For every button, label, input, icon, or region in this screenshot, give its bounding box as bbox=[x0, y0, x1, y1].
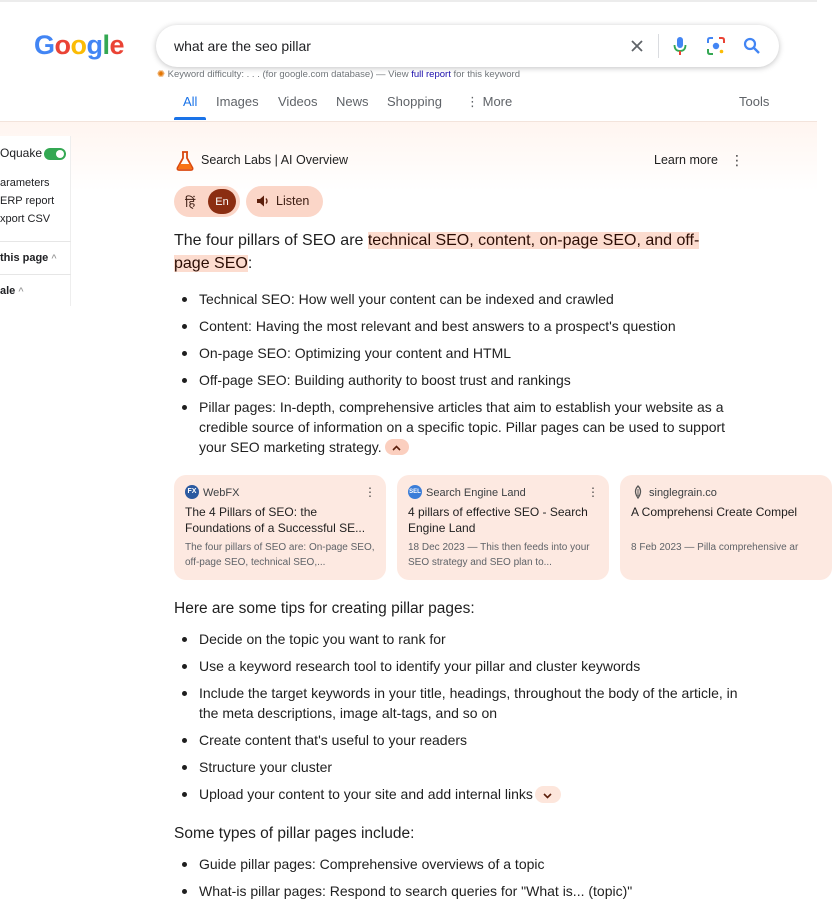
types-heading: Some types of pillar pages include: bbox=[174, 825, 415, 842]
search-input[interactable] bbox=[174, 35, 614, 57]
tab-more[interactable] bbox=[466, 94, 512, 110]
tab-shopping[interactable]: Shopping bbox=[387, 94, 442, 109]
seoquake-label: Oquake bbox=[0, 146, 43, 160]
card-title: A Comprehensi Create Compel bbox=[631, 505, 798, 519]
parameters-link[interactable]: arameters bbox=[0, 177, 50, 189]
types-list bbox=[174, 854, 744, 901]
active-tab-indicator bbox=[174, 117, 206, 120]
source-card-sel[interactable] bbox=[397, 475, 609, 580]
list-item: On-page SEO: Optimizing your content and HTML bbox=[174, 343, 744, 363]
list-item: What-is pillar pages: Respond to search queries for "What is... (topic)" bbox=[174, 881, 744, 901]
card-description: 18 Dec 2023 — This then feeds into your SEO strategy and SEO plan to... bbox=[408, 542, 590, 568]
list-item: Create content that's useful to your readers bbox=[174, 730, 744, 750]
scale-section[interactable] bbox=[0, 285, 24, 297]
google-logo[interactable] bbox=[34, 30, 124, 61]
card-source-name: singlegrain.co bbox=[649, 486, 717, 499]
logo-letter-o1: o bbox=[54, 30, 71, 60]
listen-label: Listen bbox=[276, 194, 310, 208]
list-item bbox=[174, 784, 744, 804]
card-source-name: WebFX bbox=[203, 486, 240, 499]
card-description: 8 Feb 2023 — Pilla comprehensive ar bbox=[631, 542, 799, 553]
search-icon[interactable] bbox=[740, 34, 764, 58]
logo-letter-e: e bbox=[109, 30, 125, 60]
tab-news[interactable]: News bbox=[336, 94, 369, 109]
more-dots-icon: ⋮ bbox=[466, 94, 483, 109]
list-item: Off-page SEO: Building authority to boost trust and rankings bbox=[174, 370, 744, 390]
search-box[interactable] bbox=[156, 25, 779, 67]
list-item: Include the target keywords in your title, headings, throughout the body of the article, in the meta descriptions, image alt-tags, and so on bbox=[174, 683, 744, 723]
list-item: Decide on the topic you want to rank for bbox=[174, 629, 744, 649]
pillars-list bbox=[174, 289, 744, 457]
lang-english-option[interactable]: En bbox=[208, 189, 236, 214]
ai-overview-header bbox=[174, 151, 746, 171]
logo-letter-g: G bbox=[34, 30, 55, 60]
this-page-section[interactable] bbox=[0, 252, 57, 264]
kd-suffix: for this keyword bbox=[453, 69, 521, 80]
tools-button[interactable]: Tools bbox=[739, 94, 770, 109]
seoquake-panel bbox=[0, 136, 71, 306]
list-item: Content: Having the most relevant and best answers to a prospect's question bbox=[174, 316, 744, 336]
source-card-webfx[interactable] bbox=[174, 475, 386, 580]
card-title: The 4 Pillars of SEO: the Foundations of a Successful SE... bbox=[185, 505, 366, 535]
chevron-up-icon: ^ bbox=[18, 286, 24, 296]
chevron-up-icon bbox=[392, 445, 401, 451]
listen-button[interactable] bbox=[246, 186, 323, 217]
panel-divider bbox=[0, 274, 71, 275]
pillar-pages-text: Pillar pages: In-depth, comprehensive articles that aim to establish your website as a credible source of information on a specific topic. Pillar pages can be used to support your SEO marketing strategy. bbox=[199, 399, 726, 455]
sel-favicon-icon: SEL bbox=[408, 485, 422, 499]
card-source bbox=[408, 486, 526, 500]
close-icon[interactable] bbox=[625, 34, 649, 58]
summary-highlight: technical SEO, content, on-page SEO, and off-page SEO bbox=[174, 232, 700, 272]
panel-divider bbox=[0, 241, 71, 242]
flask-icon bbox=[176, 151, 194, 176]
source-cards bbox=[174, 475, 799, 580]
seoquake-toggle[interactable] bbox=[44, 148, 66, 160]
card-more-icon[interactable]: ⋮ bbox=[364, 485, 376, 499]
lens-icon[interactable] bbox=[704, 34, 728, 58]
seoquake-mini-icon: ✺ bbox=[157, 69, 165, 80]
full-report-link[interactable]: full report bbox=[411, 69, 451, 80]
more-options-icon[interactable]: ⋮ bbox=[730, 152, 744, 168]
this-page-label: this page bbox=[0, 252, 49, 264]
card-description: The four pillars of SEO are: On-page SEO, off-page SEO, technical SEO,... bbox=[185, 542, 375, 568]
top-border bbox=[0, 0, 817, 2]
language-toggle bbox=[174, 186, 240, 217]
summary-prefix: The four pillars of SEO are bbox=[174, 232, 368, 249]
source-card-singlegrain[interactable] bbox=[620, 475, 832, 580]
ai-overview-title: Search Labs | AI Overview bbox=[201, 153, 349, 167]
tips-list bbox=[174, 629, 744, 804]
list-item: Structure your cluster bbox=[174, 757, 744, 777]
expand-button[interactable] bbox=[535, 786, 561, 803]
card-source bbox=[631, 486, 717, 500]
ai-summary bbox=[174, 229, 734, 275]
learn-more-link[interactable]: Learn more bbox=[654, 153, 718, 167]
logo-letter-o2: o bbox=[70, 30, 87, 60]
card-more-icon[interactable]: ⋮ bbox=[587, 485, 599, 499]
tab-images[interactable]: Images bbox=[216, 94, 259, 109]
kd-middle: (for google.com database) — View bbox=[262, 69, 409, 80]
list-item bbox=[174, 397, 744, 457]
mic-icon[interactable] bbox=[668, 34, 692, 58]
collapse-button[interactable] bbox=[385, 439, 409, 455]
speaker-icon bbox=[256, 194, 270, 213]
keyword-difficulty-line bbox=[157, 69, 520, 80]
chevron-up-icon: ^ bbox=[51, 253, 57, 263]
tab-videos[interactable]: Videos bbox=[278, 94, 318, 109]
tab-more-label: More bbox=[482, 94, 513, 109]
singlegrain-favicon-icon bbox=[631, 485, 645, 499]
lang-hindi-option[interactable]: हिं bbox=[185, 195, 196, 210]
summary-suffix: : bbox=[247, 255, 253, 272]
webfx-favicon-icon: FX bbox=[185, 485, 199, 499]
card-source bbox=[185, 486, 239, 500]
export-csv-link[interactable]: xport CSV bbox=[0, 213, 51, 225]
tip-text: Upload your content to your site and add internal links bbox=[199, 786, 533, 802]
tips-heading: Here are some tips for creating pillar pages: bbox=[174, 600, 475, 617]
list-item: Use a keyword research tool to identify your pillar and cluster keywords bbox=[174, 656, 744, 676]
card-source-name: Search Engine Land bbox=[426, 486, 526, 499]
logo-letter-l: l bbox=[102, 30, 110, 60]
list-item: Technical SEO: How well your content can be indexed and crawled bbox=[174, 289, 744, 309]
serp-report-link[interactable]: ERP report bbox=[0, 195, 55, 207]
search-divider bbox=[658, 34, 659, 58]
chevron-down-icon bbox=[543, 793, 552, 799]
kd-label: Keyword difficulty: . . . bbox=[167, 69, 260, 80]
list-item: Guide pillar pages: Comprehensive overviews of a topic bbox=[174, 854, 744, 874]
logo-letter-g2: g bbox=[86, 30, 103, 60]
tab-all[interactable]: All bbox=[183, 94, 198, 109]
scale-label: ale bbox=[0, 285, 16, 297]
card-title: 4 pillars of effective SEO - Search Engine Land bbox=[408, 505, 588, 535]
